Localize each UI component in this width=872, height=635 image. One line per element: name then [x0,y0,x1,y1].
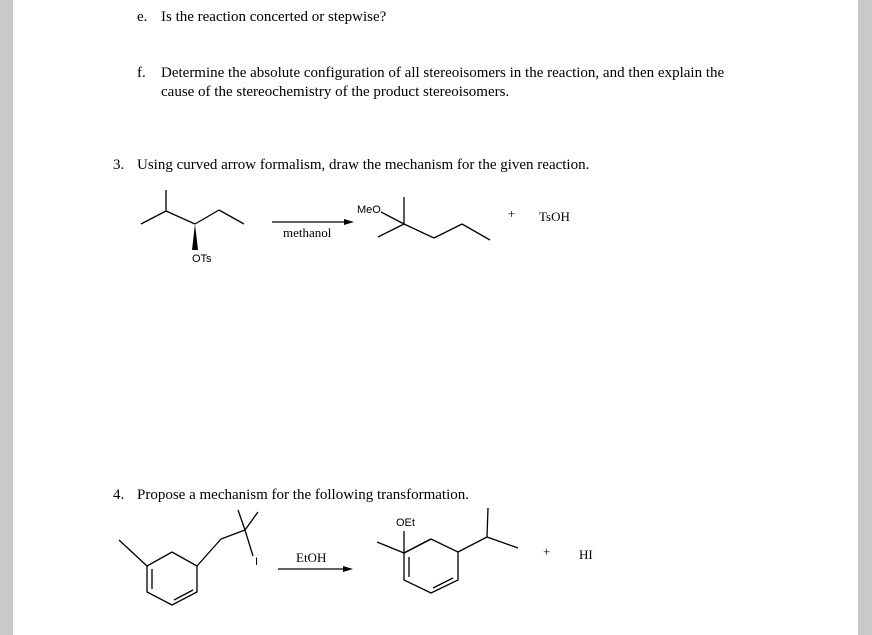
question-f-line1: Determine the absolute configuration of all stereoisomers in the reaction, and then explain the [161,65,725,81]
question-3-text: Using curved arrow formalism, draw the mechanism for the given reaction. [137,157,590,173]
reagent-4-label: EtOH [296,550,327,565]
plus-sign-3: + [508,206,516,221]
reaction-arrow-4 [278,566,353,572]
byproduct-4-label: HI [579,547,593,562]
question-4-label: 4. [113,487,125,503]
product-3-substituent-label: MeO [357,204,381,216]
product-4-substituent-label: OEt [396,517,415,529]
question-e-text: Is the reaction concerted or stepwise? [161,9,387,25]
halide-label: I [255,556,259,568]
byproduct-3-label: TsOH [539,209,570,224]
reactant-4-structure [119,510,258,605]
question-4-text: Propose a mechanism for the following transformation. [137,487,470,503]
reagent-3-label: methanol [283,225,332,240]
question-e-label: e. [137,9,148,25]
plus-sign-4: + [543,544,551,559]
leaving-group-label: OTs [192,253,212,265]
question-f-line2: cause of the stereochemistry of the product stereoisomers. [161,84,510,100]
question-f-label: f. [137,65,146,81]
question-3-label: 3. [113,157,125,173]
